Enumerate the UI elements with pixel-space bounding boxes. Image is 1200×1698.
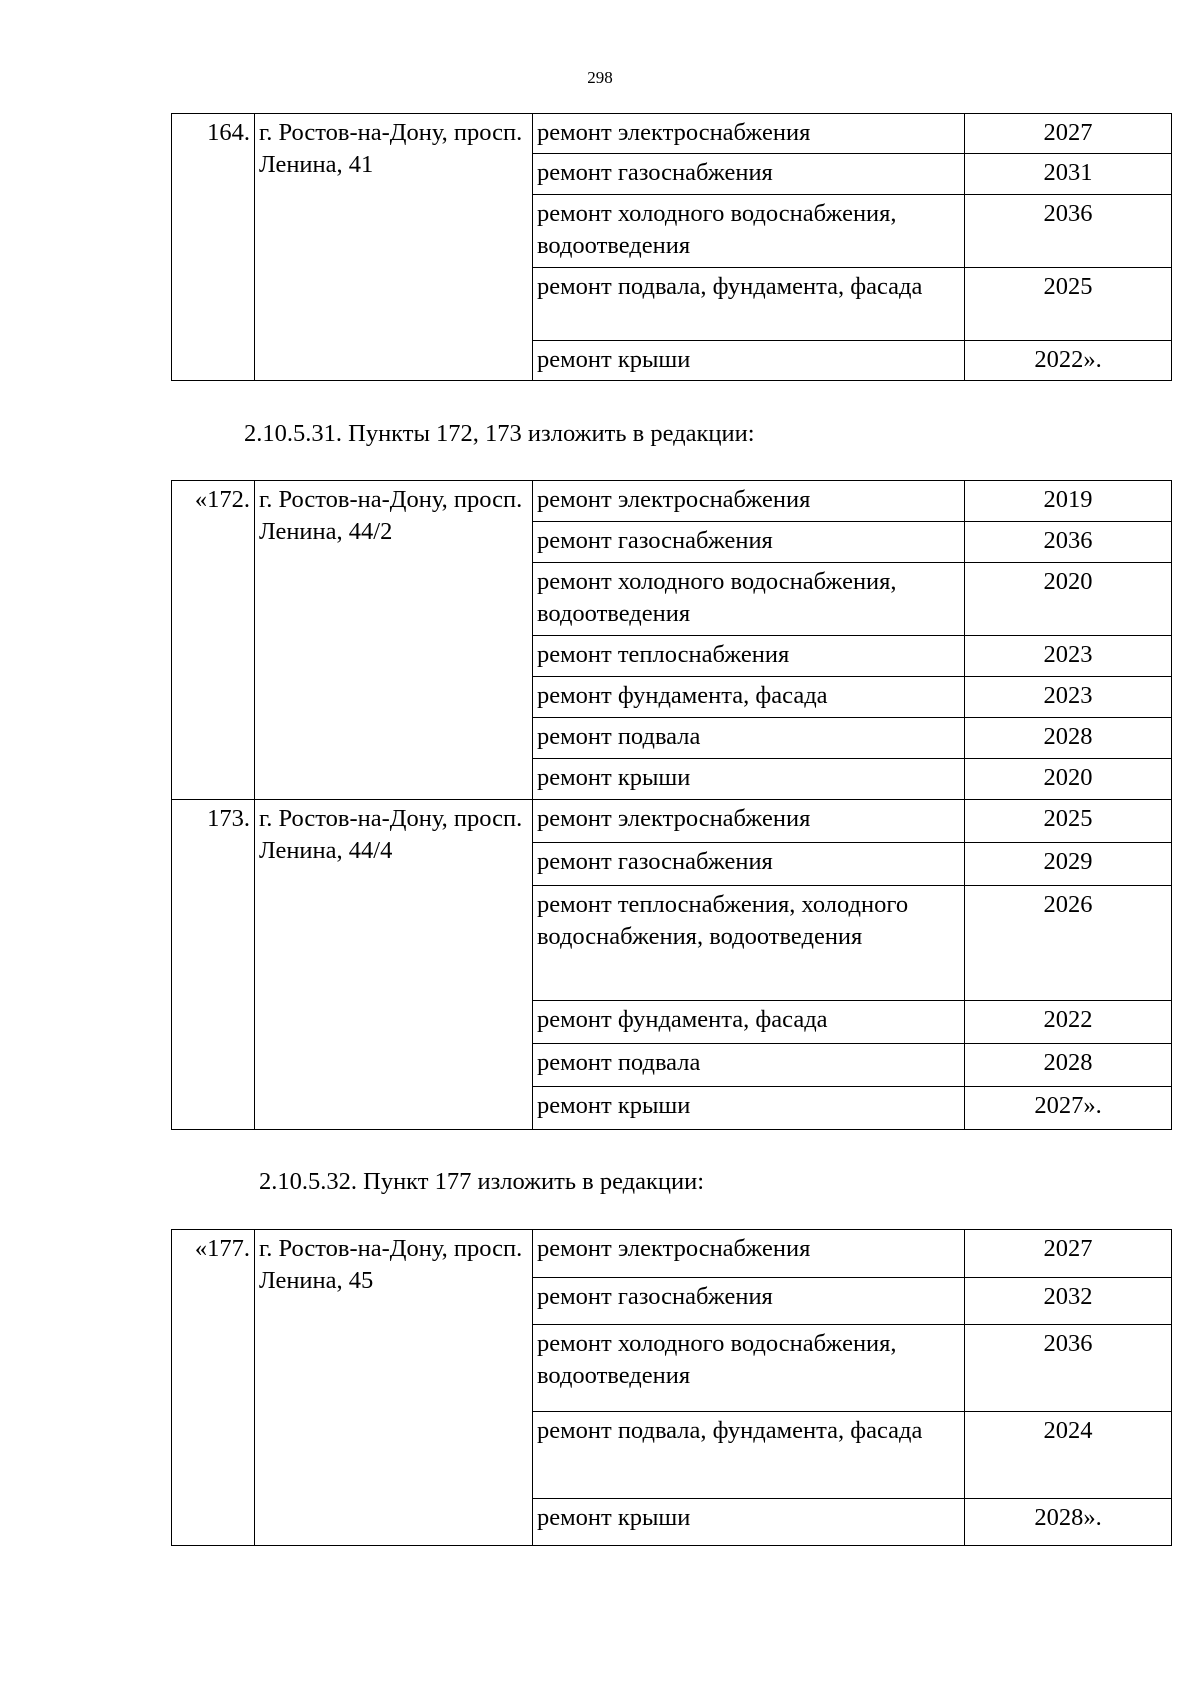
item-address: г. Ростов-на-Дону, просп. Ленина, 45 — [255, 1230, 533, 1546]
work-type: ремонт газоснабжения — [533, 522, 965, 563]
work-type: ремонт подвала — [533, 1044, 965, 1087]
work-type: ремонт теплоснабжения, холодного водоснабжения, водоотведения — [533, 886, 965, 1001]
work-year: 2020 — [965, 759, 1172, 800]
work-type: ремонт холодного водоснабжения, водоотведения — [533, 195, 965, 268]
work-type: ремонт фундамента, фасада — [533, 677, 965, 718]
item-number: 164. — [172, 114, 255, 381]
work-type: ремонт крыши — [533, 1499, 965, 1546]
item-number: 173. — [172, 800, 255, 1130]
item-number: «177. — [172, 1230, 255, 1546]
work-year: 2019 — [965, 481, 1172, 522]
work-year: 2027». — [965, 1087, 1172, 1130]
work-type: ремонт электроснабжения — [533, 800, 965, 843]
work-type: ремонт газоснабжения — [533, 154, 965, 195]
work-year: 2036 — [965, 1325, 1172, 1412]
work-year: 2028 — [965, 718, 1172, 759]
item-address: г. Ростов-на-Дону, просп. Ленина, 44/4 — [255, 800, 533, 1130]
table-row — [172, 481, 1172, 522]
work-year: 2020 — [965, 563, 1172, 636]
work-type: ремонт фундамента, фасада — [533, 1001, 965, 1044]
work-year: 2031 — [965, 154, 1172, 195]
work-year: 2032 — [965, 1278, 1172, 1325]
amendment-paragraph: 2.10.5.31. Пункты 172, 173 изложить в редакции: — [244, 420, 755, 447]
work-type: ремонт крыши — [533, 341, 965, 381]
table-row — [172, 1230, 1172, 1278]
work-year: 2028 — [965, 1044, 1172, 1087]
work-type: ремонт подвала, фундамента, фасада — [533, 1412, 965, 1499]
work-year: 2027 — [965, 1230, 1172, 1278]
work-type: ремонт подвала, фундамента, фасада — [533, 268, 965, 341]
work-year: 2023 — [965, 636, 1172, 677]
work-year: 2023 — [965, 677, 1172, 718]
work-type: ремонт теплоснабжения — [533, 636, 965, 677]
work-type: ремонт подвала — [533, 718, 965, 759]
work-type: ремонт электроснабжения — [533, 1230, 965, 1278]
work-year: 2026 — [965, 886, 1172, 1001]
table-row — [172, 114, 1172, 154]
work-type: ремонт электроснабжения — [533, 481, 965, 522]
work-type: ремонт крыши — [533, 1087, 965, 1130]
work-year: 2025 — [965, 268, 1172, 341]
work-year: 2027 — [965, 114, 1172, 154]
work-year: 2028». — [965, 1499, 1172, 1546]
item-address: г. Ростов-на-Дону, просп. Ленина, 44/2 — [255, 481, 533, 800]
work-type: ремонт электроснабжения — [533, 114, 965, 154]
item-number: «172. — [172, 481, 255, 800]
work-year: 2036 — [965, 195, 1172, 268]
work-year: 2022 — [965, 1001, 1172, 1044]
page-number: 298 — [587, 68, 613, 87]
table-row — [172, 800, 1172, 843]
work-type: ремонт крыши — [533, 759, 965, 800]
items-table-177 — [171, 1229, 1172, 1546]
work-year: 2025 — [965, 800, 1172, 843]
items-table-172-173 — [171, 480, 1172, 1130]
item-address: г. Ростов-на-Дону, просп. Ленина, 41 — [255, 114, 533, 381]
work-type: ремонт газоснабжения — [533, 1278, 965, 1325]
work-year: 2022». — [965, 341, 1172, 381]
amendment-paragraph: 2.10.5.32. Пункт 177 изложить в редакции: — [259, 1168, 705, 1195]
work-type: ремонт газоснабжения — [533, 843, 965, 886]
work-type: ремонт холодного водоснабжения, водоотведения — [533, 563, 965, 636]
work-year: 2029 — [965, 843, 1172, 886]
work-year: 2036 — [965, 522, 1172, 563]
work-year: 2024 — [965, 1412, 1172, 1499]
work-type: ремонт холодного водоснабжения, водоотведения — [533, 1325, 965, 1412]
items-table-164 — [171, 113, 1172, 381]
